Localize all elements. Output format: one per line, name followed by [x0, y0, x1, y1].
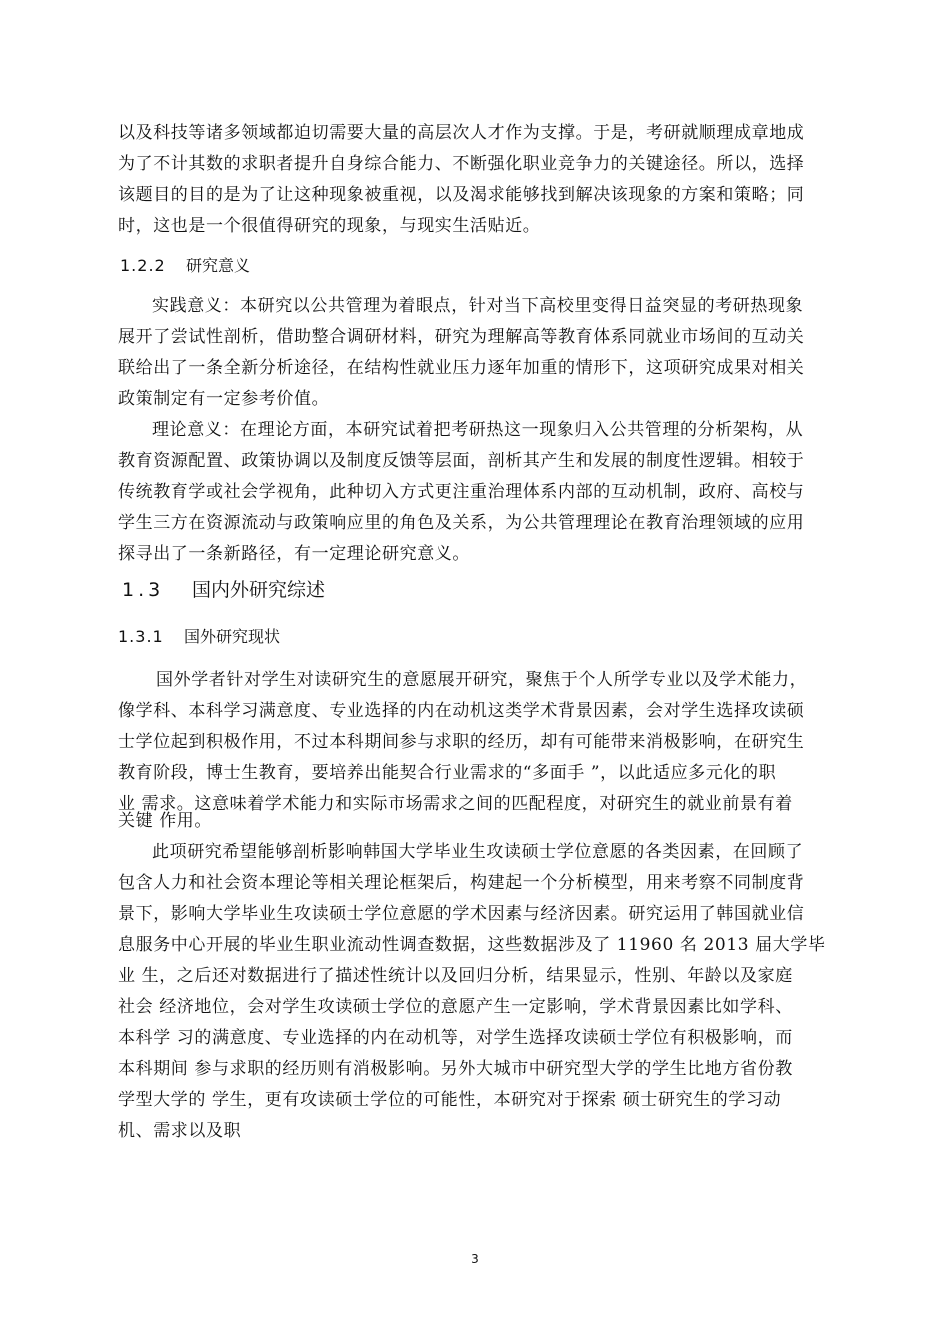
- theoretical-line-2: 教育资源配置、政策协调以及制度反馈等层面，剖析其产生和发展的制度性逻辑。相较于: [118, 451, 805, 471]
- heading-1-3-1: [118, 627, 280, 647]
- foreign-p1-line-4: 教育阶段，博士生教育，要培养出能契合行业需求的“多面手 ”，以此适应多元化的职: [118, 763, 777, 783]
- heading-1-2-2: [120, 256, 250, 276]
- foreign-p2-line-5: 业 生，之后还对数据进行了描述性统计以及回归分析，结果显示，性别、年龄以及家庭: [118, 966, 793, 986]
- heading-1-2-2-title: 研究意义: [186, 256, 251, 275]
- foreign-p2-line-7: 本科学 习的满意度、专业选择的内在动机等，对学生选择攻读硕士学位有积极影响，而: [118, 1028, 793, 1048]
- heading-1-2-2-number: 1.2.2: [120, 256, 166, 275]
- foreign-p2-line-10: 机、需求以及职: [118, 1121, 242, 1141]
- intro-line-1: 以及科技等诸多领域都迫切需要大量的高层次人才作为支撑。于是，考研就顺理成章地成: [118, 123, 805, 143]
- practical-line-2: 展开了尝试性剖析，借助整合调研材料，研究为理解高等教育体系同就业市场间的互动关: [118, 327, 805, 347]
- foreign-p2-line-8: 本科期间 参与求职的经历则有消极影响。另外大城市中研究型大学的学生比地方省份教: [118, 1059, 793, 1079]
- foreign-p2-line-4: 息服务中心开展的毕业生职业流动性调查数据，这些数据涉及了 11960 名 2013 届大学毕: [118, 935, 826, 955]
- page-number: 3: [471, 1252, 479, 1266]
- theoretical-line-1: 理论意义：在理论方面，本研究试着把考研热这一现象归入公共管理的分析架构，从: [152, 420, 804, 440]
- foreign-p2-line-1: 此项研究希望能够剖析影响韩国大学毕业生攻读硕士学位意愿的各类因素，在回顾了: [152, 842, 804, 862]
- foreign-p1-line-3: 士学位起到积极作用，不过本科期间参与求职的经历，却有可能带来消极影响，在研究生: [118, 732, 805, 752]
- foreign-p2-line-9: 学型大学的 学生，更有攻读硕士学位的可能性，本研究对于探索 硕士研究生的学习动: [118, 1090, 782, 1110]
- heading-1-3-1-number: 1.3.1: [118, 627, 164, 646]
- heading-1-3-number: 1.3: [122, 579, 165, 601]
- foreign-p1-line-1: 国外学者针对学生对读研究生的意愿展开研究，聚焦于个人所学专业以及学术能力，: [156, 670, 808, 690]
- foreign-p2-line-3: 景下，影响大学毕业生攻读硕士学位意愿的学术因素与经济因素。研究运用了韩国就业信: [118, 904, 805, 924]
- intro-line-2: 为了不计其数的求职者提升自身综合能力、不断强化职业竞争力的关键途径。所以，选择: [118, 154, 805, 174]
- theoretical-line-5: 探寻出了一条新路径，有一定理论研究意义。: [118, 544, 470, 564]
- foreign-p2-line-6: 社会 经济地位，会对学生攻读硕士学位的意愿产生一定影响，学术背景因素比如学科、: [118, 997, 793, 1017]
- heading-1-3-title: 国内外研究综述: [192, 579, 326, 601]
- theoretical-line-3: 传统教育学或社会学视角，此种切入方式更注重治理体系内部的互动机制，政府、高校与: [118, 482, 805, 502]
- intro-line-3: 该题目的目的是为了让这种现象被重视，以及渴求能够找到解决该现象的方案和策略；同: [118, 185, 805, 205]
- practical-line-4: 政策制定有一定参考价值。: [118, 389, 330, 409]
- foreign-p2-line-2: 包含人力和社会资本理论等相关理论框架后，构建起一个分析模型，用来考察不同制度背: [118, 873, 805, 893]
- foreign-p1-line-6: 关键 作用。: [118, 811, 213, 831]
- theoretical-line-4: 学生三方在资源流动与政策响应里的角色及关系，为公共管理理论在教育治理领域的应用: [118, 513, 805, 533]
- intro-line-4: 时，这也是一个很值得研究的现象，与现实生活贴近。: [118, 216, 541, 236]
- heading-1-3-1-title: 国外研究现状: [184, 627, 281, 646]
- practical-line-1: 实践意义：本研究以公共管理为着眼点，针对当下高校里变得日益突显的考研热现象: [152, 296, 804, 316]
- heading-1-3: [122, 578, 325, 602]
- foreign-p1-line-2: 像学科、本科学习满意度、专业选择的内在动机这类学术背景因素，会对学生选择攻读硕: [118, 701, 805, 721]
- foreign-p1-line-5: 业 需求。这意味着学术能力和实际市场需求之间的匹配程度，对研究生的就业前景有着: [118, 794, 793, 814]
- practical-line-3: 联给出了一条全新分析途径，在结构性就业压力逐年加重的情形下，这项研究成果对相关: [118, 358, 805, 378]
